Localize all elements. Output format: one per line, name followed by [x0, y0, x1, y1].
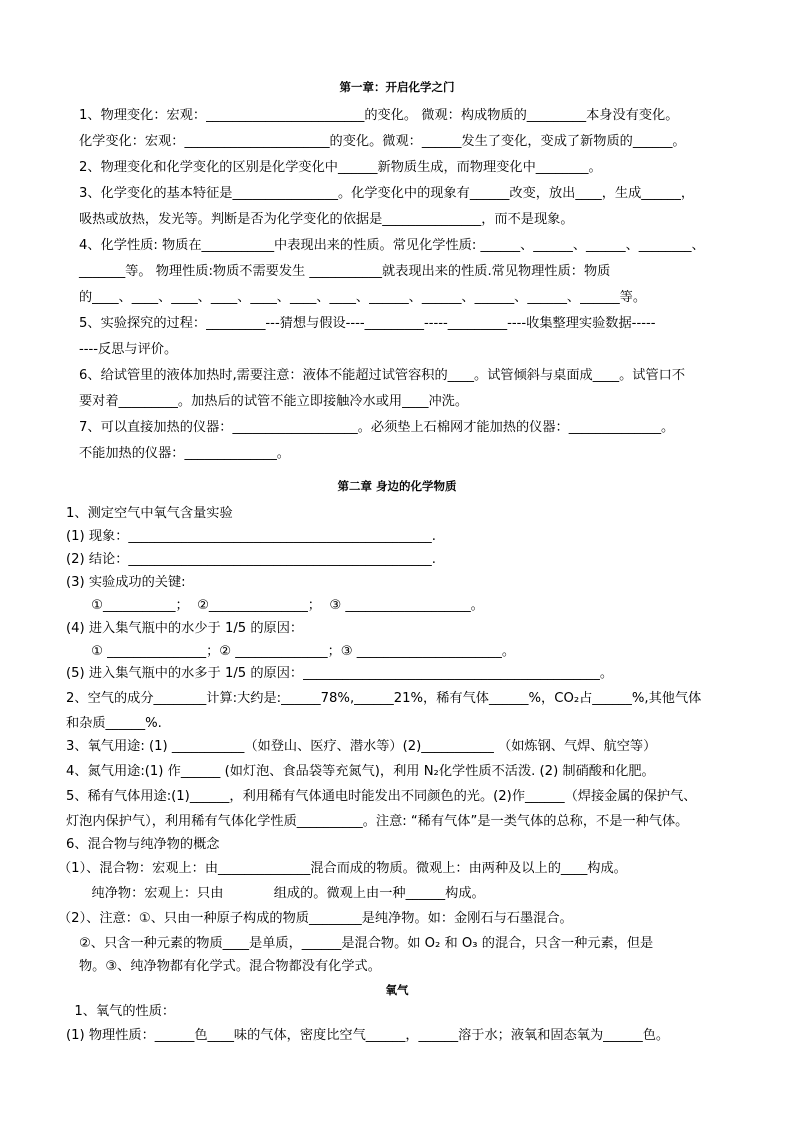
text-line: 1、氧气的性质：	[66, 1004, 176, 1019]
text-line: 灯泡内保护气），利用稀有气体化学性质__________。注意: “稀有气体”是一类气体的总称，不是一种气体。	[66, 814, 689, 829]
text-line: (2) 结论：______________________________________________.	[66, 552, 436, 567]
text-line: ①___________； ②_______________； ③ ___________________。	[66, 598, 484, 613]
text-line: 纯净物：宏观上：只由 组成的。微观上由一种______构成。	[58, 886, 485, 901]
text-line: 4、氮气用途:(1) 作______ (如灯泡、食品袋等充氮气)，利用 N₂化学性质不活泼. (2) 制硝酸和化肥。	[66, 764, 655, 779]
text-line: ① _______________；② ______________；③ ______________________。	[66, 644, 516, 659]
text-line: (5) 进入集气瓶中的水多于 1/5 的原因：_____________________________________________。	[66, 666, 614, 681]
text-line: 吸热或放热，发光等。判断是否为化学变化的依据是_______________，而不是现象。	[79, 212, 574, 227]
text-line: ----反思与评价。	[79, 342, 178, 357]
text-line: 物。③、纯净物都有化学式。混合物都没有化学式。	[58, 959, 381, 974]
text-line: 5、实验探究的过程：_________---猜想与假设----_________-----_________----收集整理实验数据-----	[79, 316, 656, 331]
text-line: 5、稀有气体用途:(1)______，利用稀有气体通电时能发出不同颜色的光。(2)作______（焊接金属的保护气、	[66, 789, 697, 804]
text-line: (1) 物理性质：______色____味的气体，密度比空气______，______溶于水；液氧和固态氧为______色。	[66, 1028, 670, 1043]
chapter1-title: 第一章：开启化学之门	[339, 80, 455, 94]
text-line: 的____、____、____、____、____、____、____、______、______、______、______、______等。	[79, 290, 647, 305]
chapter2-title: 第二章 身边的化学物质	[337, 479, 457, 493]
text-line: 化学变化：宏观：______________________的变化。微观：______发生了变化，变成了新物质的______。	[79, 134, 686, 149]
text-line: 3、化学变化的基本特征是________________。化学变化中的现象有______改变，放出____，生成______，	[79, 186, 695, 201]
text-line: 1、测定空气中氧气含量实验	[66, 506, 233, 521]
text-line: _______等。 物理性质:物质不需要发生 ___________就表现出来的性质.常见物理性质：物质	[79, 264, 611, 279]
text-line: 和杂质______%.	[66, 716, 162, 731]
text-line: (4) 进入集气瓶中的水少于 1/5 的原因：	[66, 621, 304, 636]
text-line: (3) 实验成功的关键:	[66, 575, 186, 590]
oxygen-title: 氧气	[385, 983, 409, 997]
text-line: (1) 现象：______________________________________________.	[66, 529, 436, 544]
text-line: 不能加热的仪器：______________。	[79, 446, 290, 461]
text-line: 6、给试管里的液体加热时,需要注意：液体不能超过试管容积的____。试管倾斜与桌面成____。试管口不	[79, 368, 686, 383]
text-line: 4、化学性质: 物质在___________中表现出来的性质。常见化学性质: ______、______、______、________、	[79, 238, 705, 253]
text-line: 1、物理变化：宏观：________________________的变化。 微观：构成物质的_________本身没有变化。	[79, 108, 679, 123]
text-line: 7、可以直接加热的仪器：___________________。必须垫上石棉网才能加热的仪器：______________。	[79, 420, 675, 435]
text-line: 2、空气的成分________计算:大约是:______78%,______21%，稀有气体______%，CO₂占______%,其他气体	[66, 691, 702, 706]
text-line: （1）、混合物：宏观上：由______________混合而成的物质。微观上：由两种及以上的____构成。	[58, 861, 627, 876]
text-line: ②、只含一种元素的物质____是单质，______是混合物。如 O₂ 和 O₃ 的混合，只含一种元素，但是	[58, 936, 654, 951]
text-line: 3、氧气用途: (1) ___________（如登山、医疗、潜水等）(2)___________ （如炼钢、气焊、航空等）	[66, 739, 657, 754]
text-line: （2）、注意：①、只由一种原子构成的物质________是纯净物。如：金刚石与石墨混合。	[58, 911, 573, 926]
text-line: 要对着_________。加热后的试管不能立即接触冷水或用____冲洗。	[79, 394, 469, 409]
text-line: 2、物理变化和化学变化的区别是化学变化中______新物质生成，而物理变化中________。	[79, 160, 602, 175]
text-line: 6、混合物与纯净物的概念	[66, 837, 220, 852]
